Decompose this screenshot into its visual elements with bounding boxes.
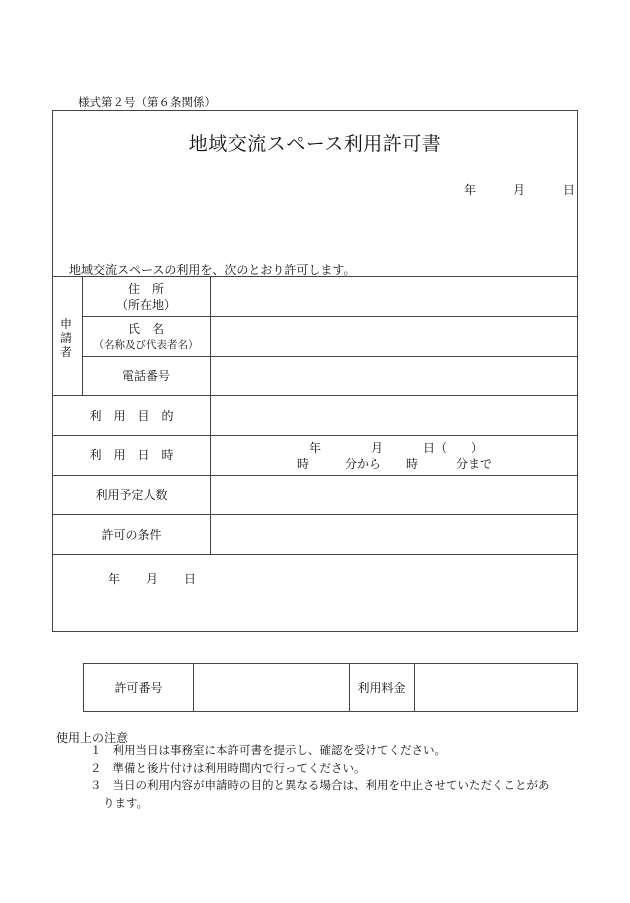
purpose-label: 利 用 目 的 xyxy=(89,409,174,423)
note-item-continuation: ります。 xyxy=(103,796,149,810)
name-field[interactable] xyxy=(211,317,577,356)
datetime-field[interactable] xyxy=(211,436,577,475)
name-label: 氏 名 （名称及び代表者名） xyxy=(93,322,199,351)
note-item: １ 利用当日は事務室に本許可書を提示し、確認を受けてください。 xyxy=(90,743,446,757)
applicant-label: 申 請 者 xyxy=(59,317,72,359)
date-month-label: 月 xyxy=(513,183,526,197)
note-item: ３ 当日の利用内容が申請時の目的と異なる場合は、利用を中止させていただくことがあ xyxy=(90,778,550,792)
permit-number-label: 許可番号 xyxy=(114,681,163,695)
datetime-day-weekday: 日（ ） xyxy=(423,441,484,455)
purpose-field[interactable] xyxy=(211,396,577,435)
datetime-month: 月 xyxy=(371,441,384,455)
permit-form-box xyxy=(52,110,578,632)
datetime-label: 利 用 日 時 xyxy=(89,448,174,462)
datetime-end-hour: 時 xyxy=(406,457,419,471)
notes-title: 使用上の注意 xyxy=(56,731,129,745)
bottom-date-day: 日 xyxy=(184,572,197,586)
datetime-year: 年 xyxy=(309,441,322,455)
people-label: 利用予定人数 xyxy=(95,488,168,502)
conditions-field[interactable] xyxy=(211,515,577,554)
datetime-end-minute: 分まで xyxy=(456,457,493,471)
note-item: ２ 準備と後片付けは利用時間内で行ってください。 xyxy=(90,761,366,775)
datetime-start-hour: 時 xyxy=(297,457,310,471)
phone-field[interactable] xyxy=(211,357,577,395)
permit-number-field[interactable] xyxy=(194,664,349,711)
form-title: 地域交流スペース利用許可書 xyxy=(188,133,442,155)
bottom-date-month: 月 xyxy=(146,572,159,586)
row-divider-conditions xyxy=(53,554,577,555)
date-day-label: 日 xyxy=(563,183,576,197)
usage-fee-field[interactable] xyxy=(415,664,577,711)
conditions-label: 許可の条件 xyxy=(101,528,162,542)
date-year-label: 年 xyxy=(464,183,477,197)
bottom-date-year: 年 xyxy=(108,572,121,586)
phone-label: 電話番号 xyxy=(121,369,170,383)
address-label: 住 所 （所在地） xyxy=(115,282,176,312)
datetime-start-minute: 分から xyxy=(345,457,382,471)
people-field[interactable] xyxy=(211,476,577,514)
address-field[interactable] xyxy=(211,277,577,316)
form-number: 様式第２号（第６条関係） xyxy=(78,95,216,109)
usage-fee-label: 利用料金 xyxy=(357,681,406,695)
permit-number-table xyxy=(83,663,578,712)
permit-intro-text: 地域交流スペースの利用を、次のとおり許可します。 xyxy=(69,263,356,277)
